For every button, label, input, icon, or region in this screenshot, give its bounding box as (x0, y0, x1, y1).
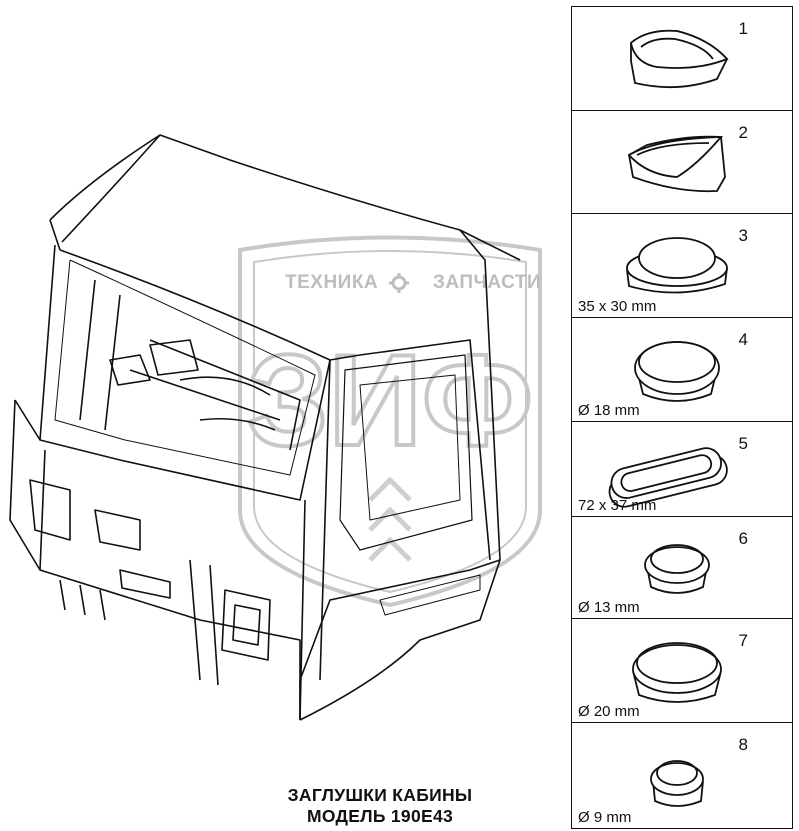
part-dimension: Ø 18 mm (578, 402, 640, 419)
part-dimension: Ø 20 mm (578, 703, 640, 720)
part-dimension: 35 x 30 mm (578, 298, 657, 315)
parts-panel (571, 6, 795, 829)
cab-windshield-frame (40, 245, 330, 500)
triangle-plug-icon (617, 125, 737, 200)
part-dimension: Ø 9 mm (578, 809, 632, 826)
round-plug-icon (617, 633, 737, 708)
part-number: 5 (738, 434, 748, 453)
diagram-caption (230, 785, 530, 827)
round-plug-icon (617, 531, 737, 606)
part-number: 4 (738, 330, 748, 349)
part-cell-4 (571, 317, 793, 422)
watermark-left-text: ТЕХНИКА (285, 272, 379, 293)
part-number: 3 (738, 226, 748, 245)
part-number: 8 (738, 735, 748, 754)
part-cell-2 (571, 110, 793, 214)
oval-plug-icon (617, 228, 737, 303)
round-plug-icon (617, 332, 737, 407)
triangle-plug-icon (617, 21, 737, 96)
watermark-logo-letters: ЗИФ (247, 327, 533, 473)
round-plug-icon (617, 745, 737, 820)
part-dimension: Ø 13 mm (578, 599, 640, 616)
part-cell-3 (571, 213, 793, 318)
watermark-right-text: ЗАПЧАСТИ (433, 272, 542, 293)
part-number: 7 (738, 631, 748, 650)
part-number: 1 (738, 19, 748, 38)
part-number: 2 (738, 123, 748, 142)
truck-cab-drawing (0, 120, 570, 740)
part-cell-6 (571, 516, 793, 619)
cab-front-panel (10, 400, 300, 720)
part-cell-8 (571, 722, 793, 829)
part-cell-7 (571, 618, 793, 723)
caption-line-2: МОДЕЛЬ 190Е43 (306, 806, 454, 826)
part-number: 6 (738, 529, 748, 548)
cab-roof (50, 135, 520, 260)
part-dimension: 72 x 37 mm (578, 497, 657, 514)
part-cell-5 (571, 421, 793, 517)
part-cell-1 (571, 6, 793, 111)
caption-line-1: ЗАГЛУШКИ КАБИНЫ (287, 785, 473, 805)
